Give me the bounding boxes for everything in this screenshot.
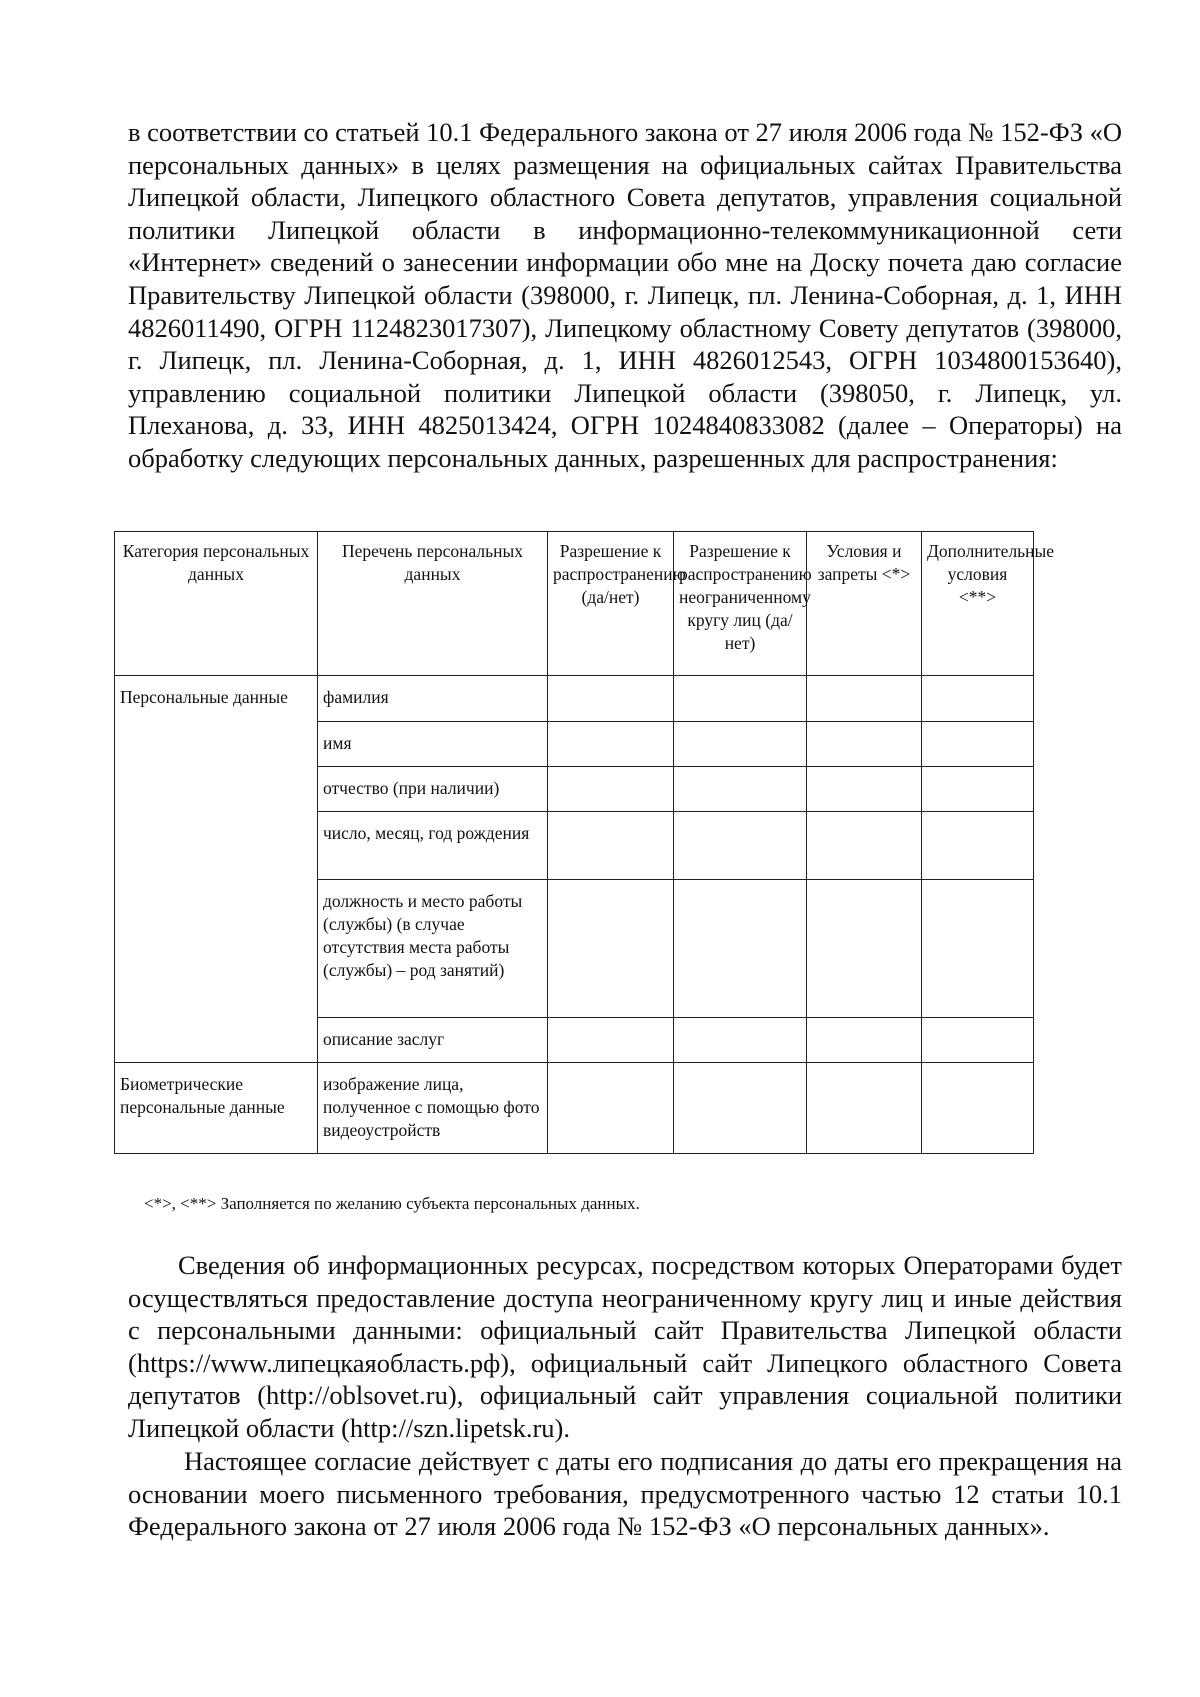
permission-cell[interactable]	[548, 767, 674, 812]
additional-conditions-cell[interactable]	[922, 722, 1034, 767]
permission-cell[interactable]	[548, 1063, 674, 1154]
table-header-row	[115, 532, 1034, 676]
category-cell-personal: Персональные данные	[115, 676, 318, 1063]
item-cell: число, месяц, год рождения	[318, 812, 548, 880]
additional-conditions-cell[interactable]	[922, 1018, 1034, 1063]
permission-cell[interactable]	[548, 880, 674, 1018]
header-conditions: Условия и запреты <*>	[807, 532, 922, 676]
additional-conditions-cell[interactable]	[922, 1063, 1034, 1154]
conditions-cell[interactable]	[807, 767, 922, 812]
table-footnote: <*>, <**> Заполняется по желанию субъекта персональных данных.	[144, 1194, 640, 1213]
permission-unlimited-cell[interactable]	[674, 1018, 807, 1063]
category-cell-biometric: Биометрические персональные данные	[115, 1063, 318, 1154]
item-cell: фамилия	[318, 676, 548, 722]
conditions-cell[interactable]	[807, 676, 922, 722]
table-row	[115, 1063, 1034, 1154]
permission-unlimited-cell[interactable]	[674, 676, 807, 722]
consent-intro-paragraph: в соответствии со статьей 10.1 Федерального закона от 27 июля 2006 года № 152-ФЗ «О персональных данных» в целях размещения на официальных сайтах Правительства Липецкой области, Липецкого областного Совета депутатов, управления социальной политики Липецкой области в информационно-телекоммуникационной сети «Интернет» сведений о занесении информации обо мне на Доску почета даю согласие Правительству Липецкой области (398000, г. Липецк, пл. Ленина-Соборная, д. 1, ИНН 4826011490, ОГРН 1124823017307), Липецкому областному Совету депутатов (398000, г. Липецк, пл. Ленина-Соборная, д. 1, ИНН 4826012543, ОГРН 1034800153640), управлению социальной политики Липецкой области (398050, г. Липецк, ул. Плеханова, д. 33, ИНН 4825013424, ОГРН 1024840833082 (далее – Операторы) на обработку следующих персональных данных, разрешенных для распространения:	[128, 117, 1122, 473]
personal-data-table	[114, 531, 1055, 1154]
header-category: Категория персональных данных	[115, 532, 318, 676]
permission-unlimited-cell[interactable]	[674, 767, 807, 812]
permission-cell[interactable]	[548, 1018, 674, 1063]
information-resources-paragraph: Сведения об информационных ресурсах, посредством которых Операторами будет осуществляться предоставление доступа неограниченному кругу лиц и иные действия с персональными данными: официальный сайт Правительства Липецкой области (https://www.липецкаяобласть.рф), официальный сайт Липецкого областного Совета депутатов (http://oblsovet.ru), официальный сайт управления социальной политики Липецкой области (http://szn.lipetsk.ru).	[128, 1250, 1122, 1443]
permission-cell[interactable]	[548, 676, 674, 722]
item-cell: должность и место работы (службы) (в случае отсутствия места работы (службы) – род занятий)	[318, 880, 548, 1018]
header-permission-unlimited: Разрешение к распространению неограниченному кругу лиц (да/нет)	[674, 532, 807, 676]
table-row	[115, 676, 1034, 722]
permission-unlimited-cell[interactable]	[674, 1063, 807, 1154]
additional-conditions-cell[interactable]	[922, 676, 1034, 722]
item-cell: описание заслуг	[318, 1018, 548, 1063]
item-cell: изображение лица, полученное с помощью фото видеоустройств	[318, 1063, 548, 1154]
permission-cell[interactable]	[548, 812, 674, 880]
header-permission: Разрешение к распространению (да/нет)	[548, 532, 674, 676]
consent-validity-paragraph: Настоящее согласие действует с даты его подписания до даты его прекращения на основании моего письменного требования, предусмотренного частью 12 статьи 10.1 Федерального закона от 27 июля 2006 года № 152-ФЗ «О персональных данных».	[128, 1446, 1122, 1542]
permission-cell[interactable]	[548, 722, 674, 767]
permission-unlimited-cell[interactable]	[674, 812, 807, 880]
permission-unlimited-cell[interactable]	[674, 722, 807, 767]
conditions-cell[interactable]	[807, 880, 922, 1018]
conditions-cell[interactable]	[807, 1018, 922, 1063]
additional-conditions-cell[interactable]	[922, 767, 1034, 812]
additional-conditions-cell[interactable]	[922, 812, 1034, 880]
header-data-list: Перечень персональных данных	[318, 532, 548, 676]
additional-conditions-cell[interactable]	[922, 880, 1034, 1018]
conditions-cell[interactable]	[807, 722, 922, 767]
conditions-cell[interactable]	[807, 1063, 922, 1154]
header-additional-conditions: Дополнительные условия <**>	[922, 532, 1034, 676]
conditions-cell[interactable]	[807, 812, 922, 880]
item-cell: отчество (при наличии)	[318, 767, 548, 812]
permission-unlimited-cell[interactable]	[674, 880, 807, 1018]
item-cell: имя	[318, 722, 548, 767]
